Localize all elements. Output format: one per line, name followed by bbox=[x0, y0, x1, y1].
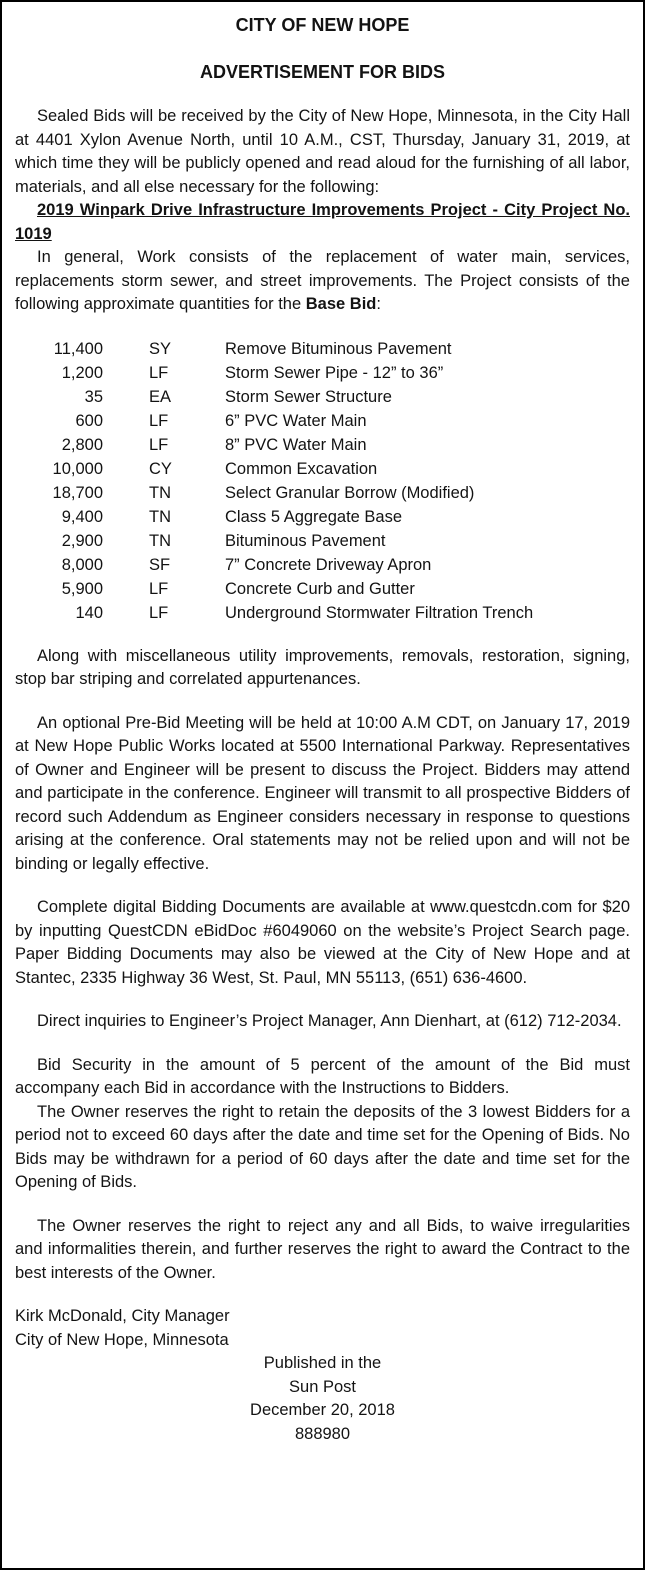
quantity-value: 11,400 bbox=[53, 339, 103, 358]
published-in-label: Published in the bbox=[263, 1354, 382, 1372]
quantity-unit: CY bbox=[149, 459, 172, 478]
table-row bbox=[15, 433, 630, 457]
table-row bbox=[15, 601, 630, 625]
quantity-value: 2,800 bbox=[61, 435, 103, 454]
quantities-table bbox=[15, 337, 630, 625]
quantity-value: 35 bbox=[84, 387, 103, 406]
quantity-value: 2,900 bbox=[61, 531, 103, 550]
notice-subtitle: ADVERTISEMENT FOR BIDS bbox=[199, 61, 445, 82]
table-row bbox=[15, 481, 630, 505]
quantity-description: Bituminous Pavement bbox=[225, 531, 386, 550]
table-row bbox=[15, 457, 630, 481]
general-paragraph bbox=[15, 246, 630, 317]
quantity-description: Class 5 Aggregate Base bbox=[225, 507, 403, 526]
table-row bbox=[15, 577, 630, 601]
inquiries-paragraph: Direct inquiries to Engineer’s Project Manager, Ann Dienhart, at (612) 712-2034. bbox=[37, 1012, 622, 1030]
publication-name: Sun Post bbox=[289, 1377, 356, 1396]
reject-bids-paragraph: The Owner reserves the right to reject any and all Bids, to waive irregularities and informalities therein, and further reserves the right to award the Contract to the best interests of the Owner. bbox=[15, 1216, 630, 1282]
quantity-unit: LF bbox=[149, 579, 169, 598]
quantity-description: 6” PVC Water Main bbox=[225, 411, 367, 430]
quantity-unit: SF bbox=[149, 555, 171, 574]
intro-paragraph: Sealed Bids will be received by the City of New Hope, Minnesota, in the City Hall at 4401 Xylon Avenue North, until 10 A.M., CST, Thursday, January 31, 2019, at which time they will be publicly opened and read aloud for the furnishing of all labor, materials, and all else necessary for the following: bbox=[15, 107, 630, 196]
general-text-pre: In general, Work consists of the replacement of water main, services, replacements storm sewer, and street improvements. The Project consists of the following approximate quantities for the bbox=[15, 248, 630, 313]
quantity-description: Select Granular Borrow (Modified) bbox=[225, 483, 475, 502]
notice-number: 888980 bbox=[294, 1424, 351, 1443]
quantity-description: Concrete Curb and Gutter bbox=[225, 579, 415, 598]
publication-date: December 20, 2018 bbox=[250, 1401, 395, 1419]
table-row bbox=[15, 553, 630, 577]
quantity-unit: SY bbox=[149, 339, 172, 358]
quantity-description: 8” PVC Water Main bbox=[225, 435, 367, 454]
retain-deposits-paragraph: The Owner reserves the right to retain the deposits of the 3 lowest Bidders for a period not to exceed 60 days after the date and time set for the Opening of Bids. No Bids may be withdrawn for a period of 60 days after the date and time set for the Opening of Bids. bbox=[15, 1102, 630, 1191]
table-row bbox=[15, 529, 630, 553]
miscellaneous-paragraph: Along with miscellaneous utility improvements, removals, restoration, signing, stop bar striping and correlated appurtenances. bbox=[15, 646, 630, 688]
base-bid-label: Base Bid bbox=[305, 295, 377, 313]
quantity-description: Underground Stormwater Filtration Trench bbox=[225, 603, 534, 622]
bidding-documents-paragraph: Complete digital Bidding Documents are available at www.questcdn.com for $20 by inputting QuestCDN eBidDoc #6049060 on the website’s Project Search page. Paper Bidding Documents may also be viewed at the City of New Hope and at Stantec, 2335 Highway 36 West, St. Paul, MN 55113, (651) 636-4600. bbox=[15, 898, 630, 987]
prebid-meeting-paragraph: An optional Pre-Bid Meeting will be held at 10:00 A.M CDT, on January 17, 2019 at New Hope Public Works located at 5500 International Parkway. Representatives of Owner and Engineer will be present to discuss the Project. Bidders may attend and participate in the conference. Engineer will transmit to all prospective Bidders of record such Addendum as Engineer considers necessary in response to questions arising at the conference. Oral statements may not be relied upon and will not be binding or legally effective. bbox=[15, 713, 630, 873]
signature-city: City of New Hope, Minnesota bbox=[15, 1330, 229, 1349]
quantity-unit: TN bbox=[149, 507, 171, 526]
table-row bbox=[15, 505, 630, 529]
quantity-unit: LF bbox=[149, 435, 169, 454]
table-row bbox=[15, 337, 630, 361]
quantity-value: 10,000 bbox=[52, 459, 103, 478]
general-text-post: : bbox=[376, 295, 381, 313]
table-row bbox=[15, 409, 630, 433]
quantity-unit: TN bbox=[149, 531, 171, 550]
table-row bbox=[15, 385, 630, 409]
quantity-value: 1,200 bbox=[61, 363, 103, 382]
quantity-value: 9,400 bbox=[61, 507, 103, 526]
quantity-value: 18,700 bbox=[52, 483, 103, 502]
publication-footer bbox=[15, 1352, 630, 1446]
quantity-unit: LF bbox=[149, 363, 169, 382]
project-heading-text: 2019 Winpark Drive Infrastructure Improvements Project - City Project No. 1019 bbox=[15, 201, 630, 243]
quantity-unit: EA bbox=[149, 387, 172, 406]
quantity-description: Common Excavation bbox=[225, 459, 378, 478]
signature-name: Kirk McDonald, City Manager bbox=[15, 1307, 230, 1325]
quantity-value: 5,900 bbox=[61, 579, 103, 598]
bid-security-paragraph: Bid Security in the amount of 5 percent of the amount of the Bid must accompany each Bid in accordance with the Instructions to Bidders. bbox=[15, 1055, 630, 1097]
quantity-unit: LF bbox=[149, 411, 169, 430]
quantity-value: 8,000 bbox=[61, 555, 103, 574]
notice-title: CITY OF NEW HOPE bbox=[235, 15, 410, 35]
signature-block bbox=[15, 1305, 630, 1352]
quantity-description: Remove Bituminous Pavement bbox=[225, 339, 452, 358]
quantity-description: 7” Concrete Driveway Apron bbox=[225, 555, 432, 574]
quantity-value: 140 bbox=[75, 603, 103, 622]
table-row bbox=[15, 361, 630, 385]
project-heading bbox=[15, 199, 630, 246]
quantity-unit: TN bbox=[149, 483, 171, 502]
quantity-description: Storm Sewer Structure bbox=[225, 387, 392, 406]
quantity-value: 600 bbox=[75, 411, 103, 430]
quantity-description: Storm Sewer Pipe - 12” to 36” bbox=[225, 363, 444, 382]
quantity-unit: LF bbox=[149, 603, 169, 622]
